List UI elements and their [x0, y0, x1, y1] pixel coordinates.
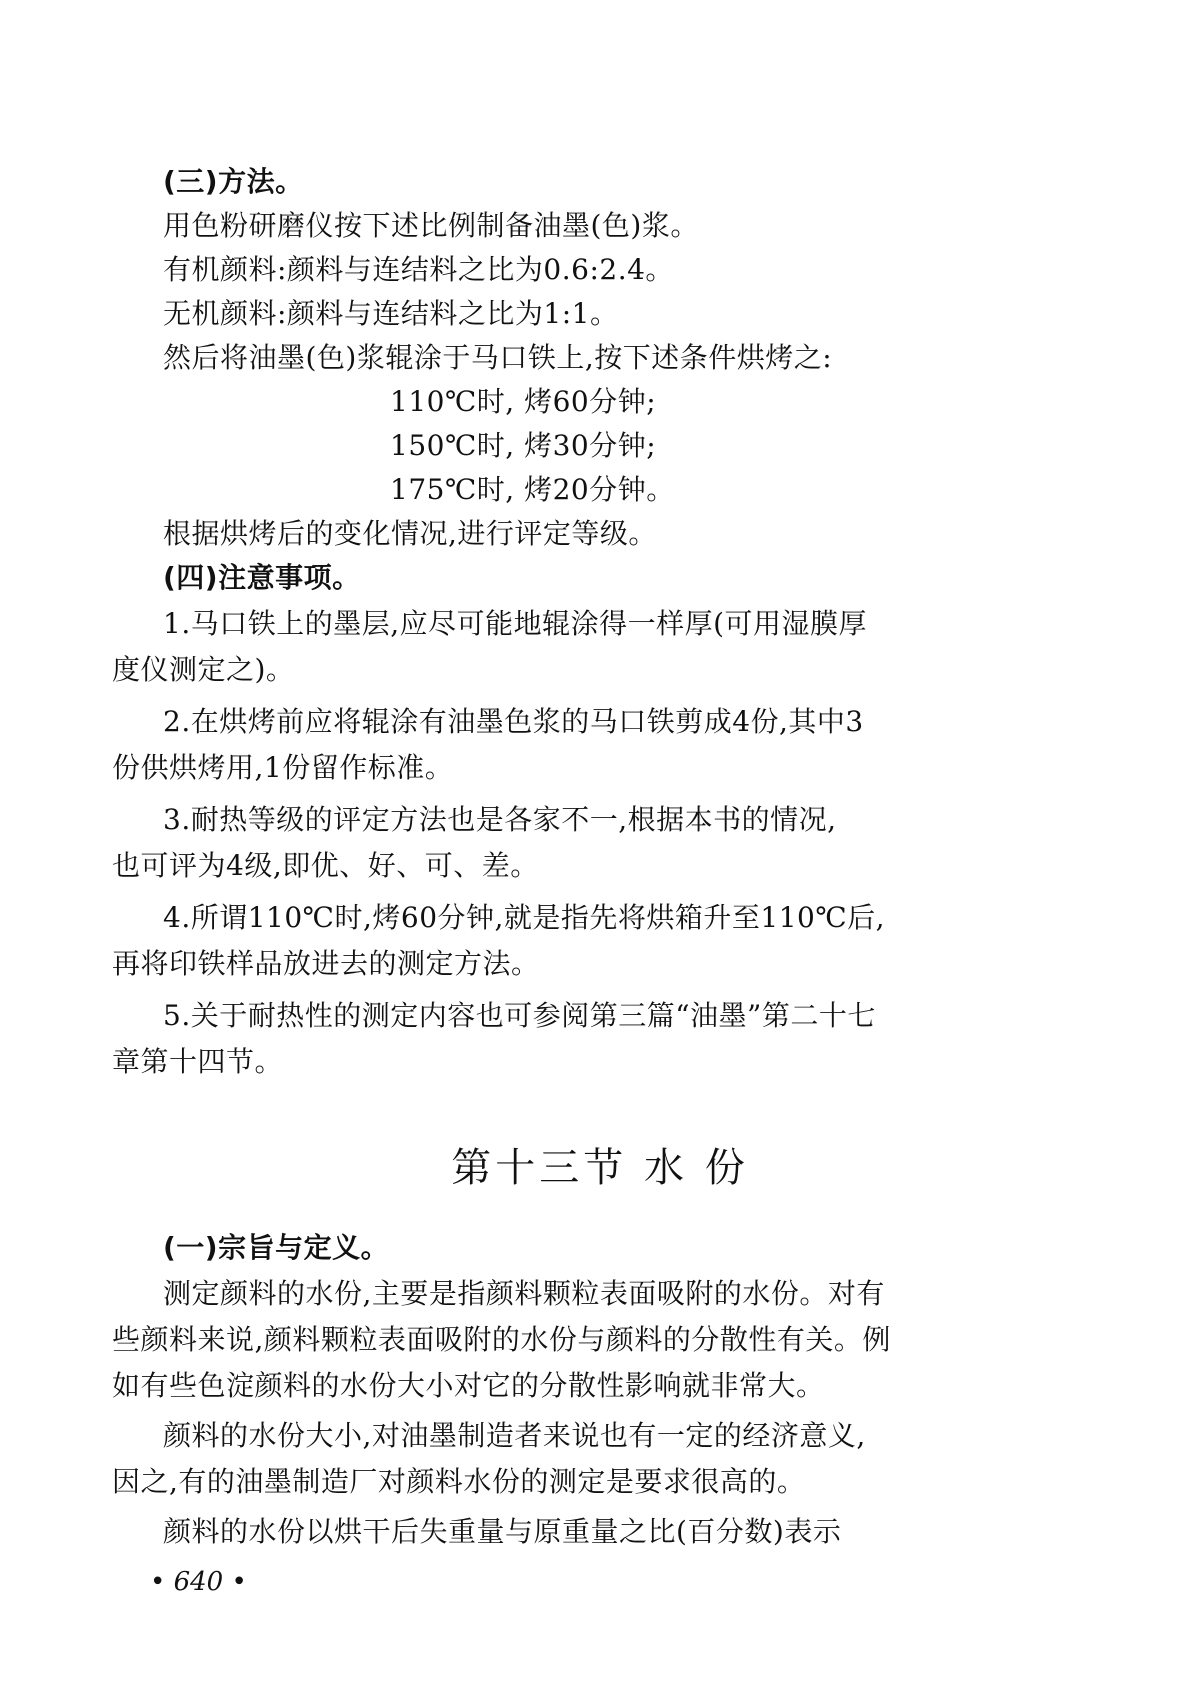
page-number: • 640 •	[150, 1567, 247, 1597]
method-heading: (三)方法。	[163, 165, 304, 198]
bake-condition-2: 150℃时, 烤30分钟;	[390, 429, 657, 462]
method-intro: 用色粉研磨仪按下述比例制备油墨(色)浆。	[163, 209, 699, 242]
organic-ratio: 有机颜料:颜料与连结料之比为0.6:2.4。	[163, 253, 674, 286]
note-3-line-2: 也可评为4级,即优、好、可、差。	[112, 849, 539, 882]
paragraph-2-line-1: 颜料的水份大小,对油墨制造者来说也有一定的经济意义,	[163, 1419, 866, 1452]
paragraph-1-line-1: 测定颜料的水份,主要是指颜料颗粒表面吸附的水份。对有	[163, 1277, 885, 1310]
paragraph-3-line-1: 颜料的水份以烘干后失重量与原重量之比(百分数)表示	[163, 1515, 842, 1548]
bake-condition-1: 110℃时, 烤60分钟;	[390, 385, 657, 418]
note-1-line-1: 1.马口铁上的墨层,应尽可能地辊涂得一样厚(可用湿膜厚	[163, 607, 868, 640]
inorganic-ratio: 无机颜料:颜料与连结料之比为1:1。	[163, 297, 619, 330]
note-2-line-1: 2.在烘烤前应将辊涂有油墨色浆的马口铁剪成4份,其中3	[163, 705, 864, 738]
note-1-line-2: 度仪测定之)。	[112, 653, 295, 686]
evaluate-text: 根据烘烤后的变化情况,进行评定等级。	[163, 517, 657, 550]
note-2-line-2: 份供烘烤用,1份留作标准。	[112, 751, 454, 784]
paragraph-1-line-2: 些颜料来说,颜料颗粒表面吸附的水份与颜料的分散性有关。例	[112, 1323, 891, 1356]
section-title: 第十三节 水 份	[451, 1145, 749, 1191]
paragraph-1-line-3: 如有些色淀颜料的水份大小对它的分散性影响就非常大。	[112, 1369, 825, 1402]
purpose-heading: (一)宗旨与定义。	[163, 1231, 390, 1264]
paragraph-2-line-2: 因之,有的油墨制造厂对颜料水份的测定是要求很高的。	[112, 1465, 806, 1498]
bake-intro: 然后将油墨(色)浆辊涂于马口铁上,按下述条件烘烤之:	[163, 341, 833, 374]
bake-condition-3: 175℃时, 烤20分钟。	[390, 473, 675, 506]
notes-heading: (四)注意事项。	[163, 561, 361, 594]
note-5-line-2: 章第十四节。	[112, 1045, 284, 1078]
note-5-line-1: 5.关于耐热性的测定内容也可参阅第三篇“油墨”第二十七	[163, 999, 876, 1032]
note-4-line-1: 4.所谓110℃时,烤60分钟,就是指先将烘箱升至110℃后,	[163, 901, 886, 934]
note-3-line-1: 3.耐热等级的评定方法也是各家不一,根据本书的情况,	[163, 803, 837, 836]
note-4-line-2: 再将印铁样品放进去的测定方法。	[112, 947, 540, 980]
